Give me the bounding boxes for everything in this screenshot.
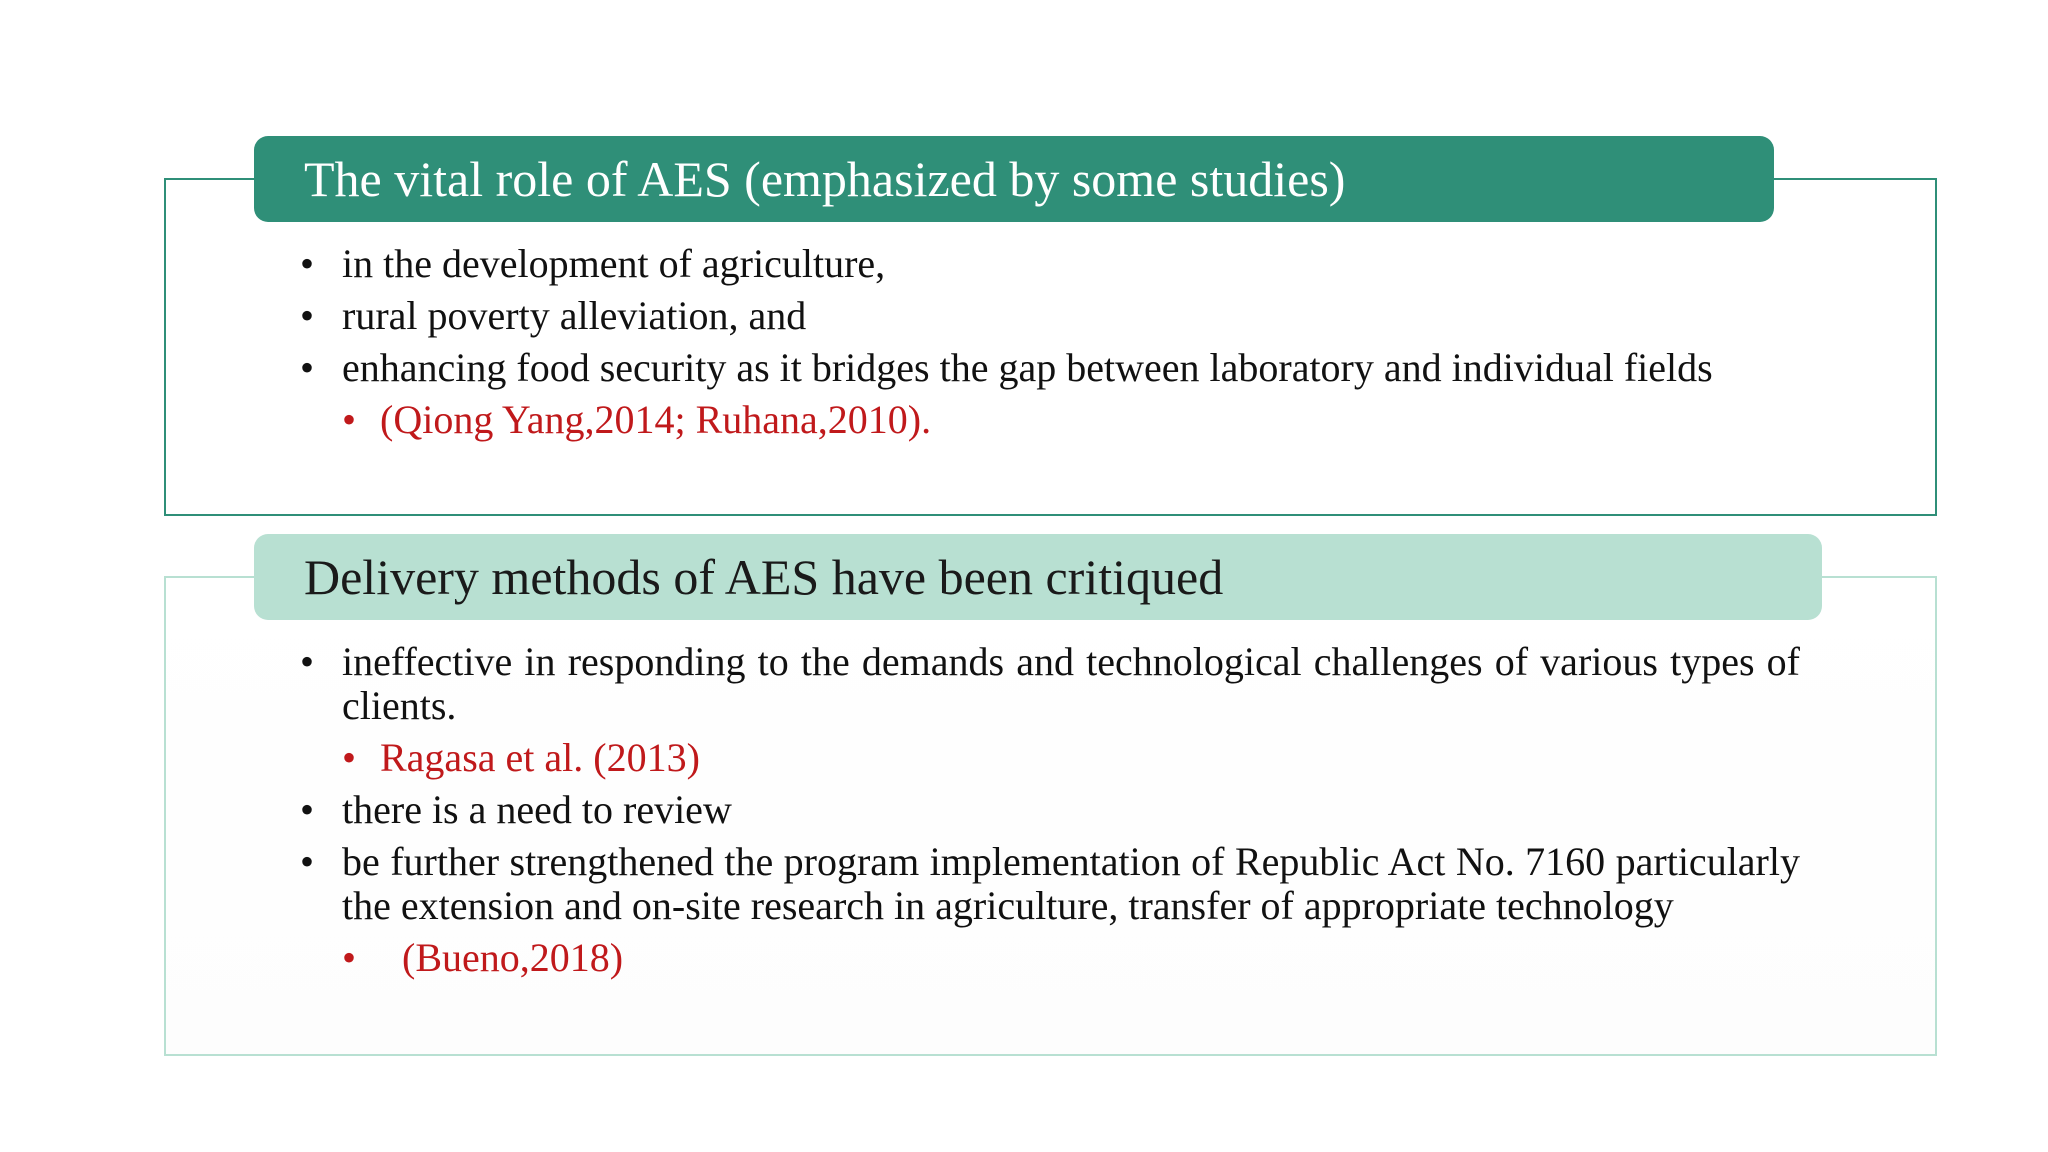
bullet-glyph: • — [342, 397, 357, 442]
bullet-glyph: • — [300, 345, 315, 390]
list-item — [300, 788, 1800, 832]
list-item-text: there is a need to review — [342, 787, 732, 832]
bullet-glyph: • — [300, 839, 315, 884]
list-item — [300, 346, 1800, 390]
bullet-glyph: • — [300, 293, 315, 338]
section-1-title-text: The vital role of AES (emphasized by some studies) — [304, 151, 1346, 207]
list-item-text: in the development of agriculture, — [342, 241, 886, 286]
bullet-glyph: • — [300, 787, 315, 832]
section-1-content — [300, 242, 1800, 450]
section-2-title-text: Delivery methods of AES have been critiqued — [304, 549, 1224, 605]
section-2-content — [300, 640, 1800, 988]
bullet-glyph: • — [300, 639, 315, 684]
list-item-text: rural poverty alleviation, and — [342, 293, 807, 338]
list-item-text: ineffective in responding to the demands and technological challenges of various types of clients. — [342, 639, 1800, 728]
bullet-glyph: • — [300, 241, 315, 286]
section-1-title — [254, 136, 1774, 222]
list-item — [300, 242, 1800, 286]
bullet-glyph: • — [342, 935, 357, 980]
list-item — [300, 294, 1800, 338]
list-item — [300, 840, 1800, 928]
list-item-text: be further strengthened the program implementation of Republic Act No. 7160 particularly the extension and on-site research in agriculture, transfer of appropriate technology — [342, 839, 1800, 928]
citation-text: Ragasa et al. (2013) — [380, 735, 700, 780]
citation-item — [300, 398, 1800, 442]
citation-item — [300, 936, 1800, 980]
bullet-glyph: • — [342, 735, 357, 780]
list-item — [300, 640, 1800, 728]
citation-item — [300, 736, 1800, 780]
citation-text: (Bueno,2018) — [402, 935, 624, 980]
list-item-text: enhancing food security as it bridges the gap between laboratory and individual fields — [342, 345, 1713, 390]
section-2-title — [254, 534, 1822, 620]
citation-text: (Qiong Yang,2014; Ruhana,2010). — [380, 397, 932, 442]
